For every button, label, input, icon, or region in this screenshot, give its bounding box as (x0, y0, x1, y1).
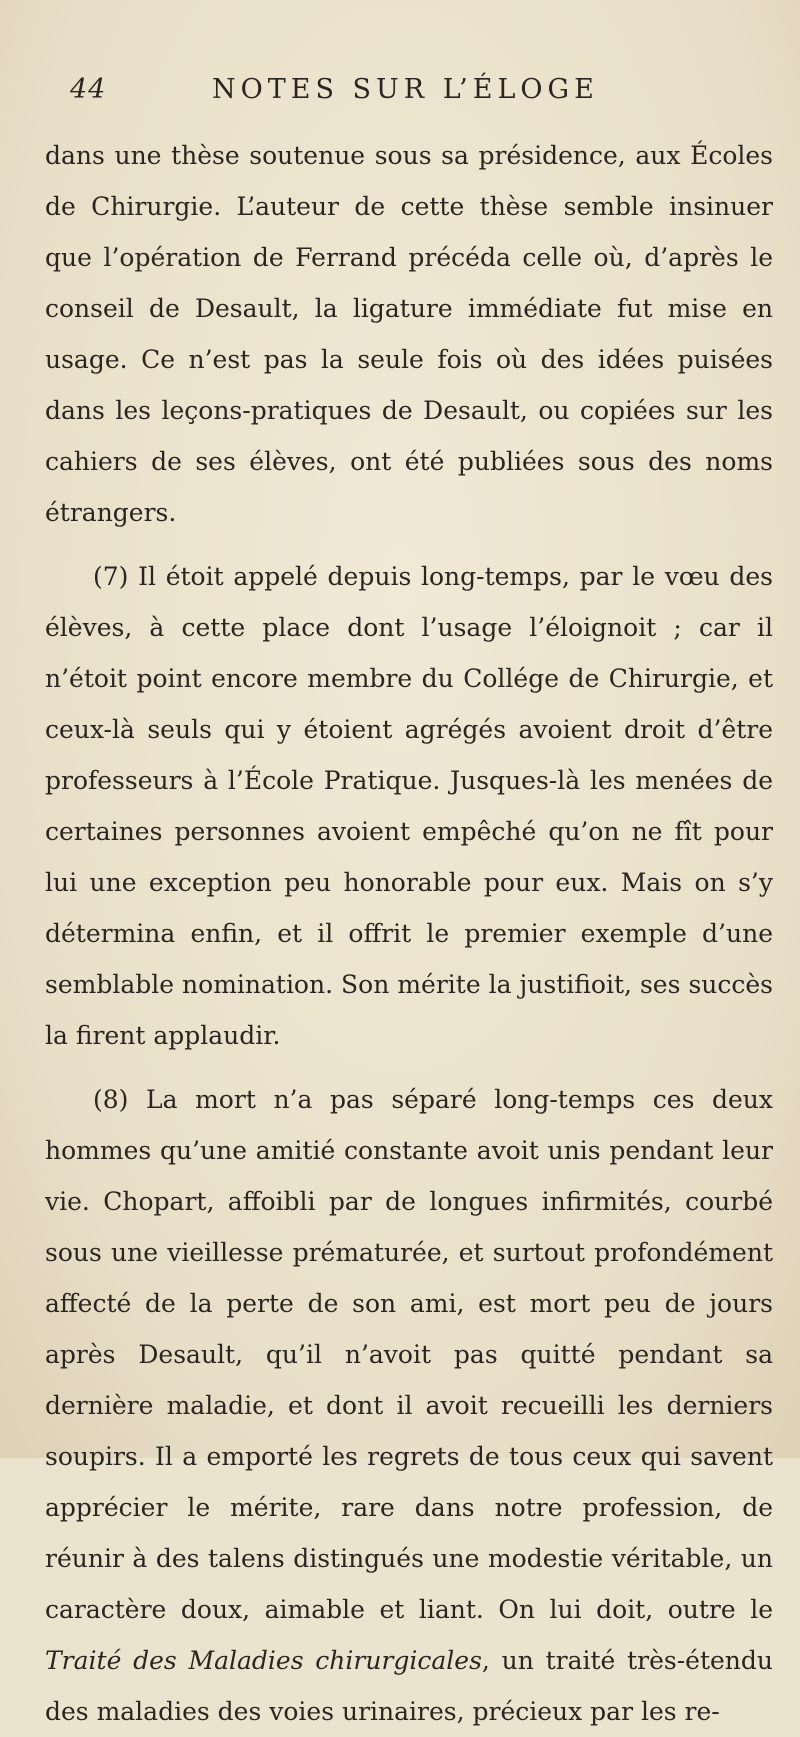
paragraph-continuation: dans une thèse soutenue sous sa présidence, aux Écoles de Chirurgie. L’auteur de cette thèse semble insinuer que l’opération de Ferrand précéda celle où, d’après le conseil de Desault, la ligature immédiate fut mise en usage. Ce n’est pas la seule fois où des idées puisées dans les leçons-pratiques de Desault, ou copiées sur les cahiers de ses élèves, ont été publiées sous des noms étrangers. (45, 141, 773, 527)
note-8-book-title: Traité des Maladies chirurgicales (45, 1646, 482, 1675)
page-header (70, 74, 770, 124)
paragraph-note-8 (45, 1074, 773, 1737)
note-8-text-before: (8) La mort n’a pas séparé long-temps ces deux hommes qu’une amitié constante avoit unis pendant leur vie. Chopart, affoibli par de longues infirmités, courbé sous une vieillesse prématurée, et surtout profondément affecté de la perte de son ami, est mort peu de jours après Desault, qu’il n’avoit pas quitté pendant sa dernière maladie, et dont il avoit recueilli les derniers soupirs. Il a emporté les regrets de tous ceux qui savent apprécier le mérite, rare dans notre profession, de réunir à des talens distingués une modestie véritable, un caractère doux, aimable et liant. On lui doit, outre le (45, 1085, 773, 1624)
paragraph-note-7: (7) Il étoit appelé depuis long-temps, par le vœu des élèves, à cette place dont l’usage l’éloignoit ; car il n’étoit point encore membre du Collége de Chirurgie, et ceux-là seuls qui y étoient agrégés avoient droit d’être professeurs à l’École Pratique. Jusques-là les menées de certaines personnes avoient empêché qu’on ne fît pour lui une exception peu honorable pour eux. Mais on s’y détermina enfin, et il offrit le premier exemple d’une semblable nomination. Son mérite la justifioit, ses succès la firent applaudir. (45, 562, 773, 1050)
page-body (45, 130, 773, 1737)
running-title: NOTES SUR L’ÉLOGE (212, 74, 599, 105)
page-number: 44 (70, 74, 107, 105)
note-8-text-after: , un traité très-étendu des maladies des voies urinaires, précieux par les re- (45, 1646, 773, 1726)
